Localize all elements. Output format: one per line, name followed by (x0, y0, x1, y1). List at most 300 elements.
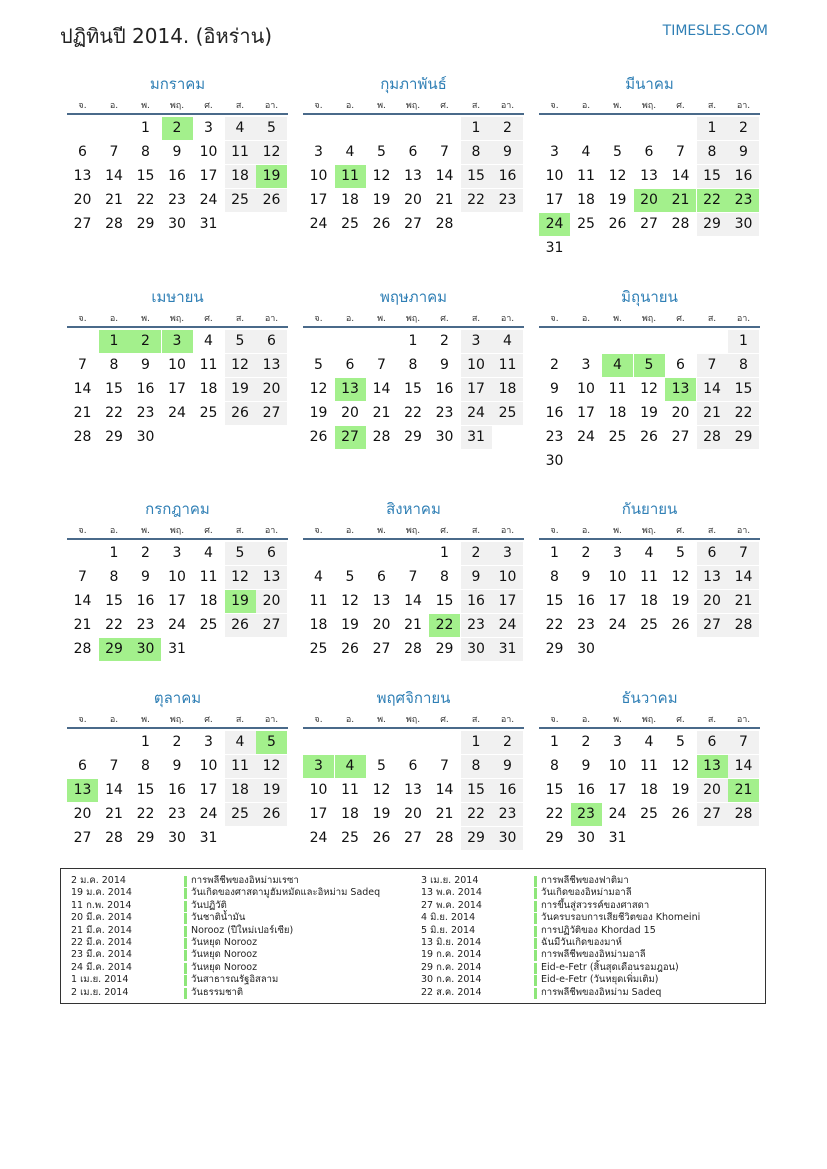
legend-marker (184, 950, 187, 961)
weekday-label: อ. (109, 314, 119, 324)
calendar-day: 12 (341, 593, 359, 609)
weekday-label: อา. (500, 526, 515, 536)
weekday-header (539, 311, 760, 325)
calendar-day: 15 (461, 165, 492, 188)
calendar-day: 6 (377, 569, 386, 585)
weekday-header (303, 523, 524, 537)
calendar-day: 7 (440, 144, 449, 160)
calendar-day: 19 (372, 806, 391, 822)
calendar-day: 26 (341, 641, 359, 657)
calendar-day: 22 (728, 402, 759, 425)
calendar-day: 1 (461, 731, 492, 754)
calendar-day: 6 (644, 144, 654, 160)
calendar-day: 2 (550, 357, 559, 373)
calendar-day: 5 (613, 144, 622, 160)
calendar-day: 22 (545, 806, 564, 822)
calendar-day: 7 (78, 569, 87, 585)
calendar-day: 29 (728, 426, 759, 449)
holiday-day: 5 (256, 731, 287, 754)
calendar-day: 17 (492, 590, 523, 613)
calendar-day: 20 (73, 192, 92, 208)
holiday-day: 4 (602, 354, 633, 377)
day-grid (67, 330, 288, 474)
header-divider (67, 538, 288, 540)
calendar-day: 14 (728, 755, 759, 778)
calendar-day: 3 (581, 357, 591, 373)
weekday-header (303, 712, 524, 726)
calendar-day: 8 (697, 141, 728, 164)
day-grid (303, 542, 524, 686)
weekday-label: อ. (109, 526, 119, 536)
calendar-day: 27 (404, 830, 422, 846)
calendar-day: 7 (78, 357, 87, 373)
holiday-day: 4 (335, 755, 366, 778)
calendar-day: 31 (461, 426, 492, 449)
calendar-day: 25 (309, 641, 328, 657)
calendar-day: 25 (640, 806, 658, 822)
calendar-day: 16 (545, 405, 564, 421)
calendar-day: 24 (168, 617, 186, 633)
calendar-day: 14 (697, 378, 728, 401)
day-grid (539, 330, 760, 474)
holiday-day: 23 (571, 803, 602, 826)
calendar-day: 9 (172, 758, 182, 774)
legend-holiday-name: วันหยุด Norooz (191, 961, 258, 973)
calendar-day: 26 (372, 216, 391, 232)
day-grid (67, 731, 288, 875)
weekday-label: พฤ. (641, 715, 657, 725)
weekday-label: อา. (500, 314, 515, 324)
weekday-header (303, 98, 524, 112)
calendar-day: 11 (577, 168, 595, 184)
legend-holiday-name: การขึ้นสู่สวรรค์ของศาสดา (541, 899, 650, 911)
day-grid (539, 731, 760, 875)
calendar-day: 8 (461, 755, 492, 778)
legend-marker (184, 988, 187, 999)
calendar-day: 15 (545, 782, 564, 798)
calendar-day: 15 (136, 168, 155, 184)
calendar-day: 16 (168, 782, 186, 798)
calendar-day: 14 (671, 168, 690, 184)
header-divider (539, 326, 760, 328)
calendar-day: 6 (408, 144, 418, 160)
calendar-day: 6 (78, 758, 87, 774)
weekday-label: พ. (613, 314, 622, 324)
calendar-day: 9 (550, 381, 559, 397)
calendar-day: 15 (545, 593, 564, 609)
legend-holiday-name: วันครบรอบการเสียชีวิตของ Khomeini (541, 912, 701, 924)
calendar-day: 11 (492, 354, 523, 377)
calendar-day: 23 (461, 614, 492, 637)
weekday-label: ศ. (676, 715, 685, 725)
month-name: มีนาคม (625, 75, 674, 93)
calendar-day: 8 (109, 569, 119, 585)
calendar-day: 14 (435, 782, 454, 798)
weekday-label: อา. (264, 526, 279, 536)
calendar-day: 2 (172, 734, 182, 750)
calendar-day: 25 (199, 405, 218, 421)
day-grid (303, 731, 524, 875)
weekday-label: อา. (736, 715, 751, 725)
weekday-label: ศ. (204, 314, 213, 324)
calendar-day: 19 (341, 617, 359, 633)
calendar-day: 9 (141, 357, 150, 373)
legend-marker (534, 901, 537, 912)
calendar-day: 27 (73, 830, 92, 846)
legend-marker (184, 938, 187, 949)
month-name: พฤษภาคม (379, 288, 448, 306)
holiday-day: 29 (99, 638, 130, 661)
calendar-day: 28 (404, 641, 422, 657)
holiday-day: 13 (335, 378, 366, 401)
calendar-day: 28 (73, 641, 92, 657)
calendar-day: 3 (613, 734, 622, 750)
calendar-day: 11 (608, 381, 627, 397)
calendar-day: 26 (225, 614, 256, 637)
calendar-day: 11 (199, 569, 218, 585)
weekday-label: อา. (500, 715, 515, 725)
calendar-day: 2 (492, 117, 523, 140)
calendar-day: 17 (199, 168, 218, 184)
calendar-day: 30 (492, 827, 523, 850)
holiday-day: 1 (99, 330, 130, 353)
calendar-day: 16 (136, 381, 155, 397)
calendar-day: 21 (404, 617, 422, 633)
header-divider (67, 326, 288, 328)
calendar-day: 19 (309, 405, 328, 421)
calendar-day: 22 (461, 803, 492, 826)
calendar-day: 14 (728, 566, 759, 589)
calendar-day: 18 (341, 806, 359, 822)
calendar-day: 17 (168, 381, 186, 397)
calendar-day: 13 (372, 593, 391, 609)
calendar-day: 12 (309, 381, 328, 397)
calendar-day: 7 (697, 354, 728, 377)
calendar-day: 16 (577, 782, 595, 798)
month-name: สิงหาคม (386, 500, 441, 518)
weekday-label: ส. (471, 715, 481, 725)
weekday-label: อ. (345, 314, 355, 324)
calendar-day: 12 (671, 569, 690, 585)
calendar-day: 17 (309, 806, 328, 822)
calendar-day: 8 (461, 141, 492, 164)
calendar-day: 28 (697, 426, 728, 449)
calendar-day: 1 (550, 734, 559, 750)
weekday-label: จ. (314, 101, 323, 111)
header-divider (303, 326, 524, 328)
weekday-label: ส. (707, 101, 717, 111)
weekday-label: อ. (581, 715, 591, 725)
calendar-day: 3 (550, 144, 559, 160)
weekday-label: จ. (550, 526, 559, 536)
calendar-day: 6 (408, 758, 418, 774)
weekday-label: พฤ. (405, 314, 421, 324)
legend-holiday-name: วันปฏิวัติ (191, 899, 227, 911)
calendar-day: 25 (225, 189, 256, 212)
calendar-day: 5 (377, 758, 386, 774)
calendar-day: 20 (671, 405, 690, 421)
weekday-label: ศ. (204, 101, 213, 111)
calendar-day: 3 (613, 545, 622, 561)
calendar-day: 24 (608, 806, 627, 822)
calendar-day: 4 (225, 117, 256, 140)
weekday-label: พ. (141, 101, 150, 111)
calendar-day: 12 (256, 141, 287, 164)
calendar-day: 14 (435, 168, 454, 184)
header-divider (539, 113, 760, 115)
calendar-day: 13 (256, 354, 287, 377)
calendar-day: 13 (404, 782, 422, 798)
calendar-day: 4 (314, 569, 323, 585)
calendar-day: 2 (461, 542, 492, 565)
calendar-day: 17 (461, 378, 492, 401)
calendar-day: 21 (435, 806, 454, 822)
legend-marker (534, 938, 537, 949)
legend-holiday-name: วันธรรมชาติ (191, 986, 244, 998)
calendar-day: 27 (256, 402, 287, 425)
weekday-label: ส. (471, 101, 481, 111)
calendar-day: 21 (697, 402, 728, 425)
calendar-day: 12 (372, 782, 391, 798)
calendar-day: 7 (109, 144, 119, 160)
calendar-day: 17 (545, 192, 564, 208)
legend-date: 22 มี.ค. 2014 (71, 936, 132, 948)
header-divider (303, 727, 524, 729)
calendar-day: 19 (608, 192, 627, 208)
calendar-day: 27 (671, 429, 690, 445)
calendar-day: 28 (105, 216, 123, 232)
calendar-day: 26 (225, 402, 256, 425)
legend-marker (534, 975, 537, 986)
calendar-day: 22 (105, 405, 123, 421)
legend-marker (184, 975, 187, 986)
calendar-day: 7 (676, 144, 685, 160)
day-grid (67, 117, 288, 261)
calendar-day: 17 (309, 192, 328, 208)
calendar-day: 14 (105, 168, 123, 184)
calendar-day: 9 (492, 141, 523, 164)
calendar-day: 25 (341, 830, 359, 846)
calendar-day: 6 (697, 731, 728, 754)
calendar-day: 5 (225, 330, 256, 353)
legend-marker (184, 926, 187, 937)
calendar-day: 6 (676, 357, 685, 373)
legend-marker (534, 988, 537, 999)
calendar-day: 26 (309, 429, 328, 445)
legend-date: 13 พ.ค. 2014 (421, 887, 482, 899)
calendar-day: 17 (168, 593, 186, 609)
calendar-day: 3 (314, 144, 323, 160)
weekday-label: ส. (707, 715, 717, 725)
calendar-day: 16 (168, 168, 186, 184)
day-grid (539, 542, 760, 686)
calendar-day: 31 (492, 638, 523, 661)
legend-date: 4 มิ.ย. 2014 (421, 912, 476, 924)
calendar-day: 28 (728, 614, 759, 637)
calendar-day: 1 (408, 333, 418, 349)
legend-date: 19 ก.ค. 2014 (421, 949, 482, 961)
weekday-label: พฤ. (641, 526, 657, 536)
calendar-day: 27 (640, 216, 658, 232)
legend-date: 3 เม.ย. 2014 (421, 875, 479, 886)
weekday-header (539, 523, 760, 537)
legend-holiday-name: การปฏิวัติของ Khordad 15 (541, 924, 656, 936)
holiday-day: 13 (665, 378, 696, 401)
weekday-header (67, 523, 288, 537)
calendar-day: 10 (168, 357, 186, 373)
legend-holiday-name: การพลีชีพของฟาติมา (541, 875, 629, 886)
weekday-header (67, 311, 288, 325)
weekday-label: อา. (736, 101, 751, 111)
calendar-day: 18 (640, 593, 658, 609)
holiday-day: 21 (665, 189, 696, 212)
calendar-day: 12 (225, 566, 256, 589)
holiday-day: 19 (225, 590, 256, 613)
calendar-day: 24 (577, 429, 595, 445)
calendar-day: 27 (372, 641, 391, 657)
calendar-day: 31 (199, 216, 218, 232)
weekday-label: อา. (264, 314, 279, 324)
weekday-label: อา. (264, 101, 279, 111)
holiday-day: 21 (728, 779, 759, 802)
calendar-day: 18 (309, 617, 328, 633)
calendar-day: 8 (408, 357, 418, 373)
weekday-label: ส. (707, 314, 717, 324)
calendar-day: 24 (608, 617, 627, 633)
calendar-day: 12 (671, 758, 690, 774)
calendar-day: 13 (697, 566, 728, 589)
legend-date: 2 เม.ย. 2014 (71, 986, 129, 998)
legend-date: 21 มี.ค. 2014 (71, 924, 132, 936)
weekday-label: ศ. (676, 314, 685, 324)
calendar-day: 9 (440, 357, 449, 373)
weekday-label: อ. (581, 314, 591, 324)
calendar-day: 14 (372, 381, 391, 397)
weekday-label: พฤ. (169, 715, 185, 725)
calendar-day: 13 (640, 168, 658, 184)
calendar-day: 2 (440, 333, 449, 349)
calendar-day: 11 (225, 141, 256, 164)
calendar-day: 20 (256, 590, 287, 613)
calendar-day: 5 (676, 545, 685, 561)
calendar-day: 11 (309, 593, 328, 609)
legend-date: 1 เม.ย. 2014 (71, 974, 129, 986)
legend-holiday-name: Norooz (ปีใหม่เปอร์เซีย) (191, 924, 294, 936)
legend-holiday-name: Eid-e-Fetr (วันหยุดเพิ่มเติม) (541, 974, 659, 986)
weekday-label: ศ. (440, 715, 449, 725)
calendar-day: 30 (728, 213, 759, 236)
calendar-day: 30 (168, 216, 186, 232)
legend-marker (534, 926, 537, 937)
calendar-day: 19 (372, 192, 391, 208)
legend-date: 5 มิ.ย. 2014 (421, 924, 476, 936)
weekday-label: อ. (345, 101, 355, 111)
calendar-day: 30 (461, 638, 492, 661)
calendar-day: 16 (492, 165, 523, 188)
calendar-day: 27 (404, 216, 422, 232)
weekday-label: ศ. (440, 314, 449, 324)
calendar-day: 20 (341, 405, 359, 421)
calendar-day: 10 (461, 354, 492, 377)
calendar-day: 29 (435, 641, 454, 657)
calendar-day: 9 (581, 758, 591, 774)
calendar-day: 20 (404, 192, 422, 208)
legend-holiday-name: วันหยุด Norooz (191, 936, 258, 948)
weekday-label: อ. (345, 715, 355, 725)
calendar-day: 24 (309, 216, 328, 232)
calendar-day: 27 (697, 614, 728, 637)
calendar-day: 20 (697, 779, 728, 802)
header-divider (539, 727, 760, 729)
calendar-day: 20 (256, 378, 287, 401)
calendar-day: 1 (440, 545, 449, 561)
weekday-label: ศ. (676, 526, 685, 536)
weekday-label: พ. (613, 526, 622, 536)
calendar-day: 24 (461, 402, 492, 425)
calendar-day: 15 (105, 381, 123, 397)
holiday-day: 5 (634, 354, 665, 377)
calendar-day: 6 (697, 542, 728, 565)
weekday-label: พ. (377, 101, 386, 111)
calendar-day: 5 (345, 569, 355, 585)
calendar-day: 29 (461, 827, 492, 850)
calendar-day: 20 (404, 806, 422, 822)
calendar-day: 4 (225, 731, 256, 754)
calendar-day: 18 (225, 779, 256, 802)
calendar-day: 1 (141, 734, 150, 750)
calendar-day: 29 (545, 641, 564, 657)
calendar-day: 5 (377, 144, 386, 160)
month-name: กุมภาพันธ์ (380, 75, 447, 93)
calendar-day: 15 (435, 593, 454, 609)
weekday-header (539, 712, 760, 726)
legend-marker (184, 913, 187, 924)
weekday-label: พ. (377, 314, 386, 324)
weekday-label: จ. (314, 314, 323, 324)
legend-marker (184, 888, 187, 899)
calendar-day: 1 (461, 117, 492, 140)
calendar-day: 25 (577, 216, 595, 232)
legend-date: 24 มี.ค. 2014 (71, 961, 132, 973)
weekday-label: พฤ. (169, 101, 185, 111)
calendar-day: 14 (73, 381, 92, 397)
calendar-day: 7 (440, 758, 449, 774)
calendar-day: 21 (372, 405, 391, 421)
weekday-label: พฤ. (169, 314, 185, 324)
calendar-day: 18 (492, 378, 523, 401)
calendar-day: 22 (404, 405, 422, 421)
calendar-day: 16 (577, 593, 595, 609)
brand-link[interactable]: TIMESLES.COM (662, 23, 768, 39)
weekday-label: อ. (109, 101, 119, 111)
calendar-day: 26 (372, 830, 391, 846)
calendar-day: 28 (435, 830, 454, 846)
weekday-label: ส. (707, 526, 717, 536)
calendar-day: 9 (728, 141, 759, 164)
calendar-day: 10 (309, 782, 328, 798)
calendar-day: 11 (341, 782, 359, 798)
calendar-day: 31 (608, 830, 627, 846)
calendar-day: 12 (608, 168, 627, 184)
calendar-day: 27 (256, 614, 287, 637)
weekday-header (67, 98, 288, 112)
holiday-day: 2 (162, 117, 193, 140)
day-grid (303, 117, 524, 261)
legend-holiday-name: การพลีชีพของอิหม่ามเรซา (191, 875, 299, 886)
calendar-day: 8 (141, 758, 150, 774)
calendar-day: 9 (581, 569, 591, 585)
calendar-day: 10 (199, 144, 218, 160)
